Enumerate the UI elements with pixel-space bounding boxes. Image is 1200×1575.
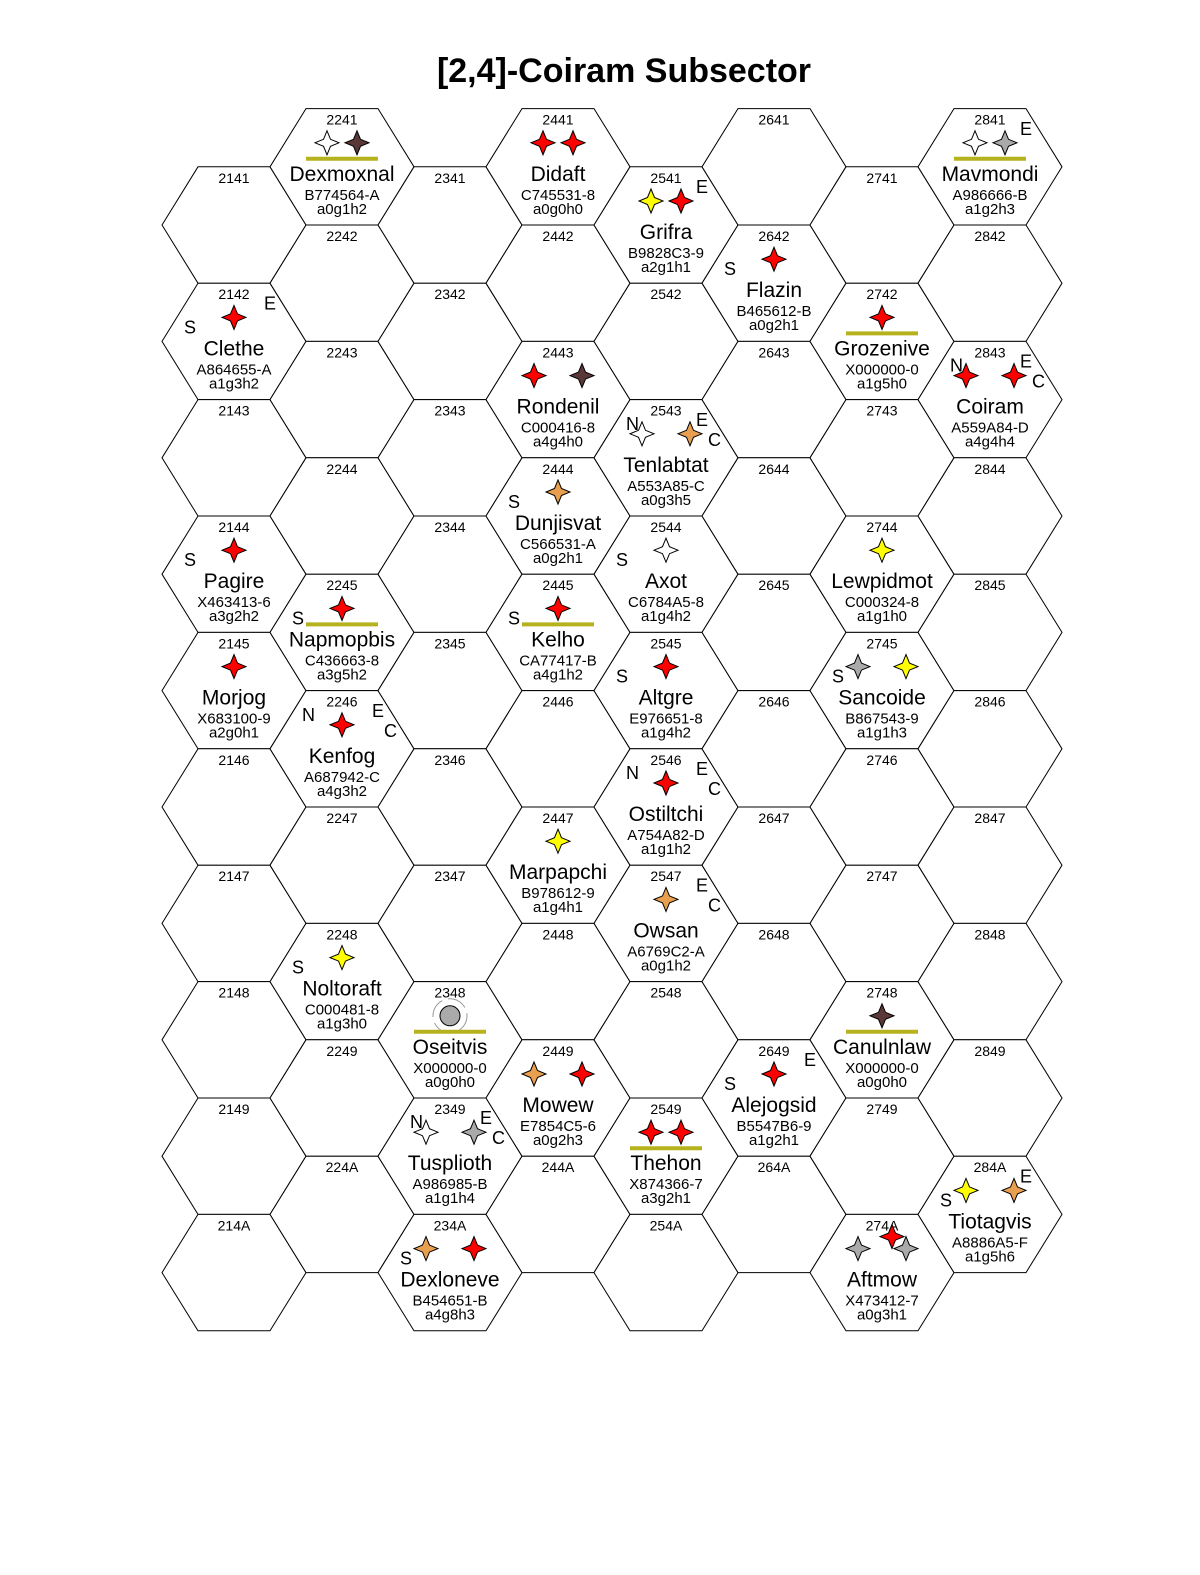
world-subcode: a1g1h3 [856, 724, 908, 742]
world-uwp: A8886A5-F [952, 1234, 1028, 1252]
world-name: Owsan [633, 919, 699, 943]
world-subcode: a0g3h5 [640, 491, 692, 509]
scout-base-flag: S [292, 608, 305, 629]
hex-number: 2642 [758, 228, 790, 244]
world-uwp: B867543-9 [845, 710, 919, 728]
world-uwp: CA77417-B [519, 652, 597, 670]
hex-number: 2641 [758, 111, 790, 128]
world-uwp: B454651-B [412, 1292, 488, 1310]
hex-number: 2847 [974, 810, 1006, 826]
hex-number: 2744 [866, 519, 898, 535]
hex-number: 2545 [650, 635, 682, 652]
hex-number: 2246 [326, 693, 358, 710]
world-subcode: a1g1h4 [424, 1190, 476, 1208]
hex-number: 2748 [866, 984, 898, 1001]
world-uwp: A559A84-D [951, 419, 1029, 437]
world-uwp: C000324-8 [844, 594, 920, 612]
hex-number: 264A [757, 1159, 791, 1176]
world-uwp: B5547B6-9 [736, 1118, 812, 1135]
hex-number: 2644 [758, 460, 790, 477]
world-name: Mowew [522, 1094, 594, 1117]
world-uwp: C6784A5-8 [628, 594, 704, 612]
hex-number: 2148 [218, 984, 250, 1001]
world-subcode: a4g8h3 [424, 1306, 476, 1324]
hex-number: 2146 [218, 751, 250, 768]
hex-number: 2249 [326, 1042, 358, 1059]
world-uwp: A553A85-C [627, 477, 705, 495]
world-subcode: a1g5h6 [964, 1248, 1016, 1266]
hex-number: 2247 [326, 810, 358, 826]
world-name: Lewpidmot [831, 570, 933, 594]
world-name: Morjog [201, 686, 267, 710]
scout-base-flag: S [184, 317, 197, 338]
world-uwp: E976651-8 [629, 710, 703, 728]
world-name: Grozenive [834, 337, 930, 361]
hex-number: 2348 [434, 984, 466, 1001]
world-subcode: a1g5h0 [856, 375, 908, 393]
embassy-flag: E [1020, 351, 1033, 372]
embassy-flag: E [696, 409, 709, 430]
world-subcode: a4g3h2 [316, 782, 368, 800]
hex-number: 234A [433, 1217, 467, 1234]
world-subcode: a0g1h2 [316, 200, 368, 218]
hex-number: 2742 [866, 286, 898, 303]
scout-base-flag: S [184, 550, 197, 571]
hex-number: 2147 [218, 868, 250, 885]
hex-number: 2447 [542, 810, 574, 826]
hex-number: 2743 [866, 402, 898, 419]
hex-number: 2749 [866, 1101, 898, 1117]
world-name: Tenlabtat [623, 453, 709, 477]
hex-number: 2441 [542, 111, 574, 128]
world-subcode: a1g3h0 [316, 1015, 368, 1033]
world-name: Pagire [203, 570, 265, 594]
hex-number: 224A [325, 1159, 359, 1176]
embassy-flag: E [1020, 118, 1033, 139]
world-subcode: a1g1h2 [640, 841, 692, 858]
world-name: Canulnlaw [832, 1035, 932, 1059]
hex-number: 2546 [650, 751, 682, 768]
world-subcode: a1g1h0 [856, 608, 908, 626]
hex-number: 2547 [650, 868, 682, 885]
world-name: Thehon [630, 1152, 702, 1176]
world-uwp: B9828C3-9 [628, 245, 704, 262]
hex-number: 2845 [974, 577, 1006, 594]
world-name: Alejogsid [731, 1094, 817, 1117]
hex-number: 2646 [758, 693, 790, 710]
world-subcode: a0g2h3 [532, 1132, 584, 1149]
world-subcode: a0g1h2 [640, 957, 692, 975]
hex-number: 2544 [650, 519, 682, 535]
naval-base-flag: N [626, 763, 639, 783]
scout-base-flag: S [292, 957, 305, 978]
hex-number: 2647 [758, 810, 790, 826]
hex-number: 2648 [758, 926, 790, 943]
world-uwp: X000000-0 [413, 1059, 487, 1077]
naval-base-flag: N [410, 1112, 423, 1133]
world-uwp: A986985-B [412, 1176, 488, 1194]
naval-base-flag: N [950, 355, 963, 376]
embassy-flag: E [696, 177, 709, 197]
hex-number: 2443 [542, 344, 574, 361]
world-name: Dexloneve [400, 1268, 500, 1292]
world-uwp: X683100-9 [197, 710, 271, 728]
world-uwp: B978612-9 [521, 885, 595, 903]
hex-number: 2245 [326, 577, 358, 594]
consulate-flag: C [492, 1128, 505, 1149]
world-name: Dunjisvat [514, 512, 602, 535]
scout-base-flag: S [508, 608, 521, 629]
hex-number: 2347 [434, 868, 466, 885]
world-uwp: X463413-6 [197, 594, 271, 612]
embassy-flag: E [696, 875, 709, 896]
hex-number: 2444 [542, 460, 574, 477]
world-subcode: a0g0h0 [532, 200, 584, 218]
embassy-flag: E [372, 700, 385, 721]
world-uwp: A687942-C [304, 768, 380, 786]
world-subcode: a1g2h3 [964, 200, 1016, 218]
naval-base-flag: N [302, 704, 315, 725]
hex-number: 2541 [650, 169, 682, 186]
hex-number: 284A [973, 1159, 1007, 1176]
hex-number: 2446 [542, 693, 574, 710]
scout-base-flag: S [724, 259, 737, 280]
world-name: Aftmow [846, 1268, 918, 1292]
hex-number: 2542 [650, 286, 682, 303]
world-uwp: B465612-B [736, 303, 812, 321]
world-name: Kenfog [308, 744, 376, 768]
scout-base-flag: S [508, 492, 521, 512]
world-uwp: C000481-8 [304, 1001, 380, 1019]
hex-number: 254A [649, 1217, 683, 1234]
world-subcode: a0g0h0 [424, 1073, 476, 1091]
world-name: Napmopbis [288, 628, 396, 652]
hex-number: 2243 [326, 344, 358, 361]
planet-icon [440, 1006, 460, 1026]
world-name: Oseitvis [412, 1035, 488, 1059]
world-name: Sancoide [838, 686, 926, 710]
hex-number: 2349 [434, 1101, 466, 1117]
world-subcode: a1g4h1 [532, 899, 584, 917]
world-subcode: a2g0h1 [208, 724, 260, 742]
world-subcode: a3g2h1 [640, 1190, 692, 1208]
world-subcode: a0g2h1 [532, 550, 584, 567]
world-subcode: a0g2h1 [748, 317, 800, 335]
hex-number: 2142 [218, 286, 250, 303]
hex-number: 2448 [542, 926, 574, 943]
hex-number: 2849 [974, 1042, 1006, 1059]
hex-number: 2242 [326, 228, 358, 244]
naval-base-flag: N [626, 413, 639, 434]
world-name: Ostiltchi [628, 803, 704, 826]
world-uwp: C000416-8 [520, 419, 596, 437]
world-name: Noltoraft [302, 977, 382, 1001]
world-subcode: a3g2h2 [208, 608, 260, 626]
world-name: Rondenil [516, 395, 600, 419]
hex-number: 244A [541, 1159, 575, 1176]
world-subcode: a2g1h1 [640, 259, 692, 276]
hex-number: 2344 [434, 519, 466, 535]
hex-number: 2248 [326, 926, 358, 943]
hex-number: 2149 [218, 1101, 250, 1117]
hex-number: 2341 [434, 169, 466, 186]
scout-base-flag: S [724, 1074, 737, 1094]
map-title: [2,4]-Coiram Subsector [436, 52, 812, 90]
consulate-flag: C [1032, 371, 1045, 392]
world-name: Grifra [639, 221, 693, 244]
hex-number: 2741 [866, 169, 898, 186]
hex-number: 2145 [218, 635, 250, 652]
world-name: Coiram [956, 395, 1024, 419]
hex-number: 2747 [866, 868, 898, 885]
hex-number: 2346 [434, 751, 466, 768]
hex-number: 2643 [758, 344, 790, 361]
hex-number: 2649 [758, 1042, 790, 1059]
embassy-flag: E [480, 1108, 493, 1129]
hex-number: 2848 [974, 926, 1006, 943]
world-subcode: a4g1h2 [532, 666, 584, 684]
hex-number: 2442 [542, 228, 574, 244]
scout-base-flag: S [400, 1248, 413, 1269]
embassy-flag: E [696, 759, 709, 779]
hex-number: 2548 [650, 984, 682, 1001]
hex-number: 2844 [974, 460, 1006, 477]
world-uwp: E7854C5-6 [520, 1118, 596, 1135]
hex-number: 2141 [218, 169, 250, 186]
world-uwp: A6769C2-A [627, 943, 705, 961]
world-subcode: a0g0h0 [856, 1073, 908, 1091]
hex-number: 2841 [974, 111, 1006, 128]
consulate-flag: C [708, 429, 721, 450]
world-name: Didaft [530, 162, 586, 186]
hex-number: 2244 [326, 460, 358, 477]
world-uwp: A754A82-D [627, 827, 705, 844]
hex-number: 2445 [542, 577, 574, 594]
world-name: Mavmondi [941, 162, 1039, 186]
world-uwp: A986666-B [952, 186, 1028, 204]
world-name: Dexmoxnal [289, 162, 395, 186]
scout-base-flag: S [616, 666, 629, 687]
world-uwp: B774564-A [304, 186, 380, 204]
world-uwp: X874366-7 [629, 1176, 703, 1194]
world-name: Flazin [745, 279, 803, 303]
embassy-flag: E [1020, 1166, 1033, 1187]
world-subcode: a0g3h1 [856, 1306, 908, 1324]
hex-number: 2343 [434, 402, 466, 419]
consulate-flag: C [708, 779, 721, 799]
consulate-flag: C [708, 895, 721, 916]
world-name: Axot [644, 570, 688, 594]
hex-number: 2449 [542, 1042, 574, 1059]
hex-number: 2842 [974, 228, 1006, 244]
world-uwp: X000000-0 [845, 1059, 919, 1077]
scout-base-flag: S [616, 550, 629, 571]
world-name: Kelho [531, 628, 585, 652]
world-subcode: a1g2h1 [748, 1132, 800, 1149]
world-name: Tusplioth [407, 1152, 493, 1176]
world-uwp: X473412-7 [845, 1292, 919, 1310]
world-name: Clethe [203, 337, 265, 361]
world-subcode: a4g4h4 [964, 433, 1016, 451]
world-name: Marpapchi [508, 861, 608, 885]
world-uwp: C436663-8 [304, 652, 380, 670]
hex-number: 2645 [758, 577, 790, 594]
world-name: Altgre [638, 686, 694, 710]
hex-number: 2543 [650, 402, 682, 419]
world-uwp: A864655-A [196, 361, 272, 379]
scout-base-flag: S [940, 1190, 953, 1211]
hex-number: 2345 [434, 635, 466, 652]
hex-number: 2549 [650, 1101, 682, 1117]
hex-number: 2241 [326, 111, 358, 128]
hex-number: 274A [865, 1217, 899, 1234]
hex-number: 2745 [866, 635, 898, 652]
embassy-flag: E [804, 1050, 817, 1070]
world-uwp: X000000-0 [845, 361, 919, 379]
hex-number: 2144 [218, 519, 250, 535]
hex-number: 2746 [866, 751, 898, 768]
embassy-flag: E [264, 293, 277, 314]
hex-number: 2843 [974, 344, 1006, 361]
world-subcode: a1g4h2 [640, 608, 692, 626]
world-subcode: a1g3h2 [208, 375, 260, 393]
hex-number: 2143 [218, 402, 250, 419]
hex-number: 214A [217, 1217, 251, 1234]
world-subcode: a4g4h0 [532, 433, 584, 451]
scout-base-flag: S [832, 666, 845, 687]
world-uwp: C566531-A [520, 536, 596, 553]
world-subcode: a1g4h2 [640, 724, 692, 742]
world-name: Tiotagvis [948, 1210, 1032, 1234]
hex-number: 2846 [974, 693, 1006, 710]
consulate-flag: C [384, 720, 397, 741]
world-subcode: a3g5h2 [316, 666, 368, 684]
hex-number: 2342 [434, 286, 466, 303]
world-uwp: C745531-8 [520, 186, 596, 204]
